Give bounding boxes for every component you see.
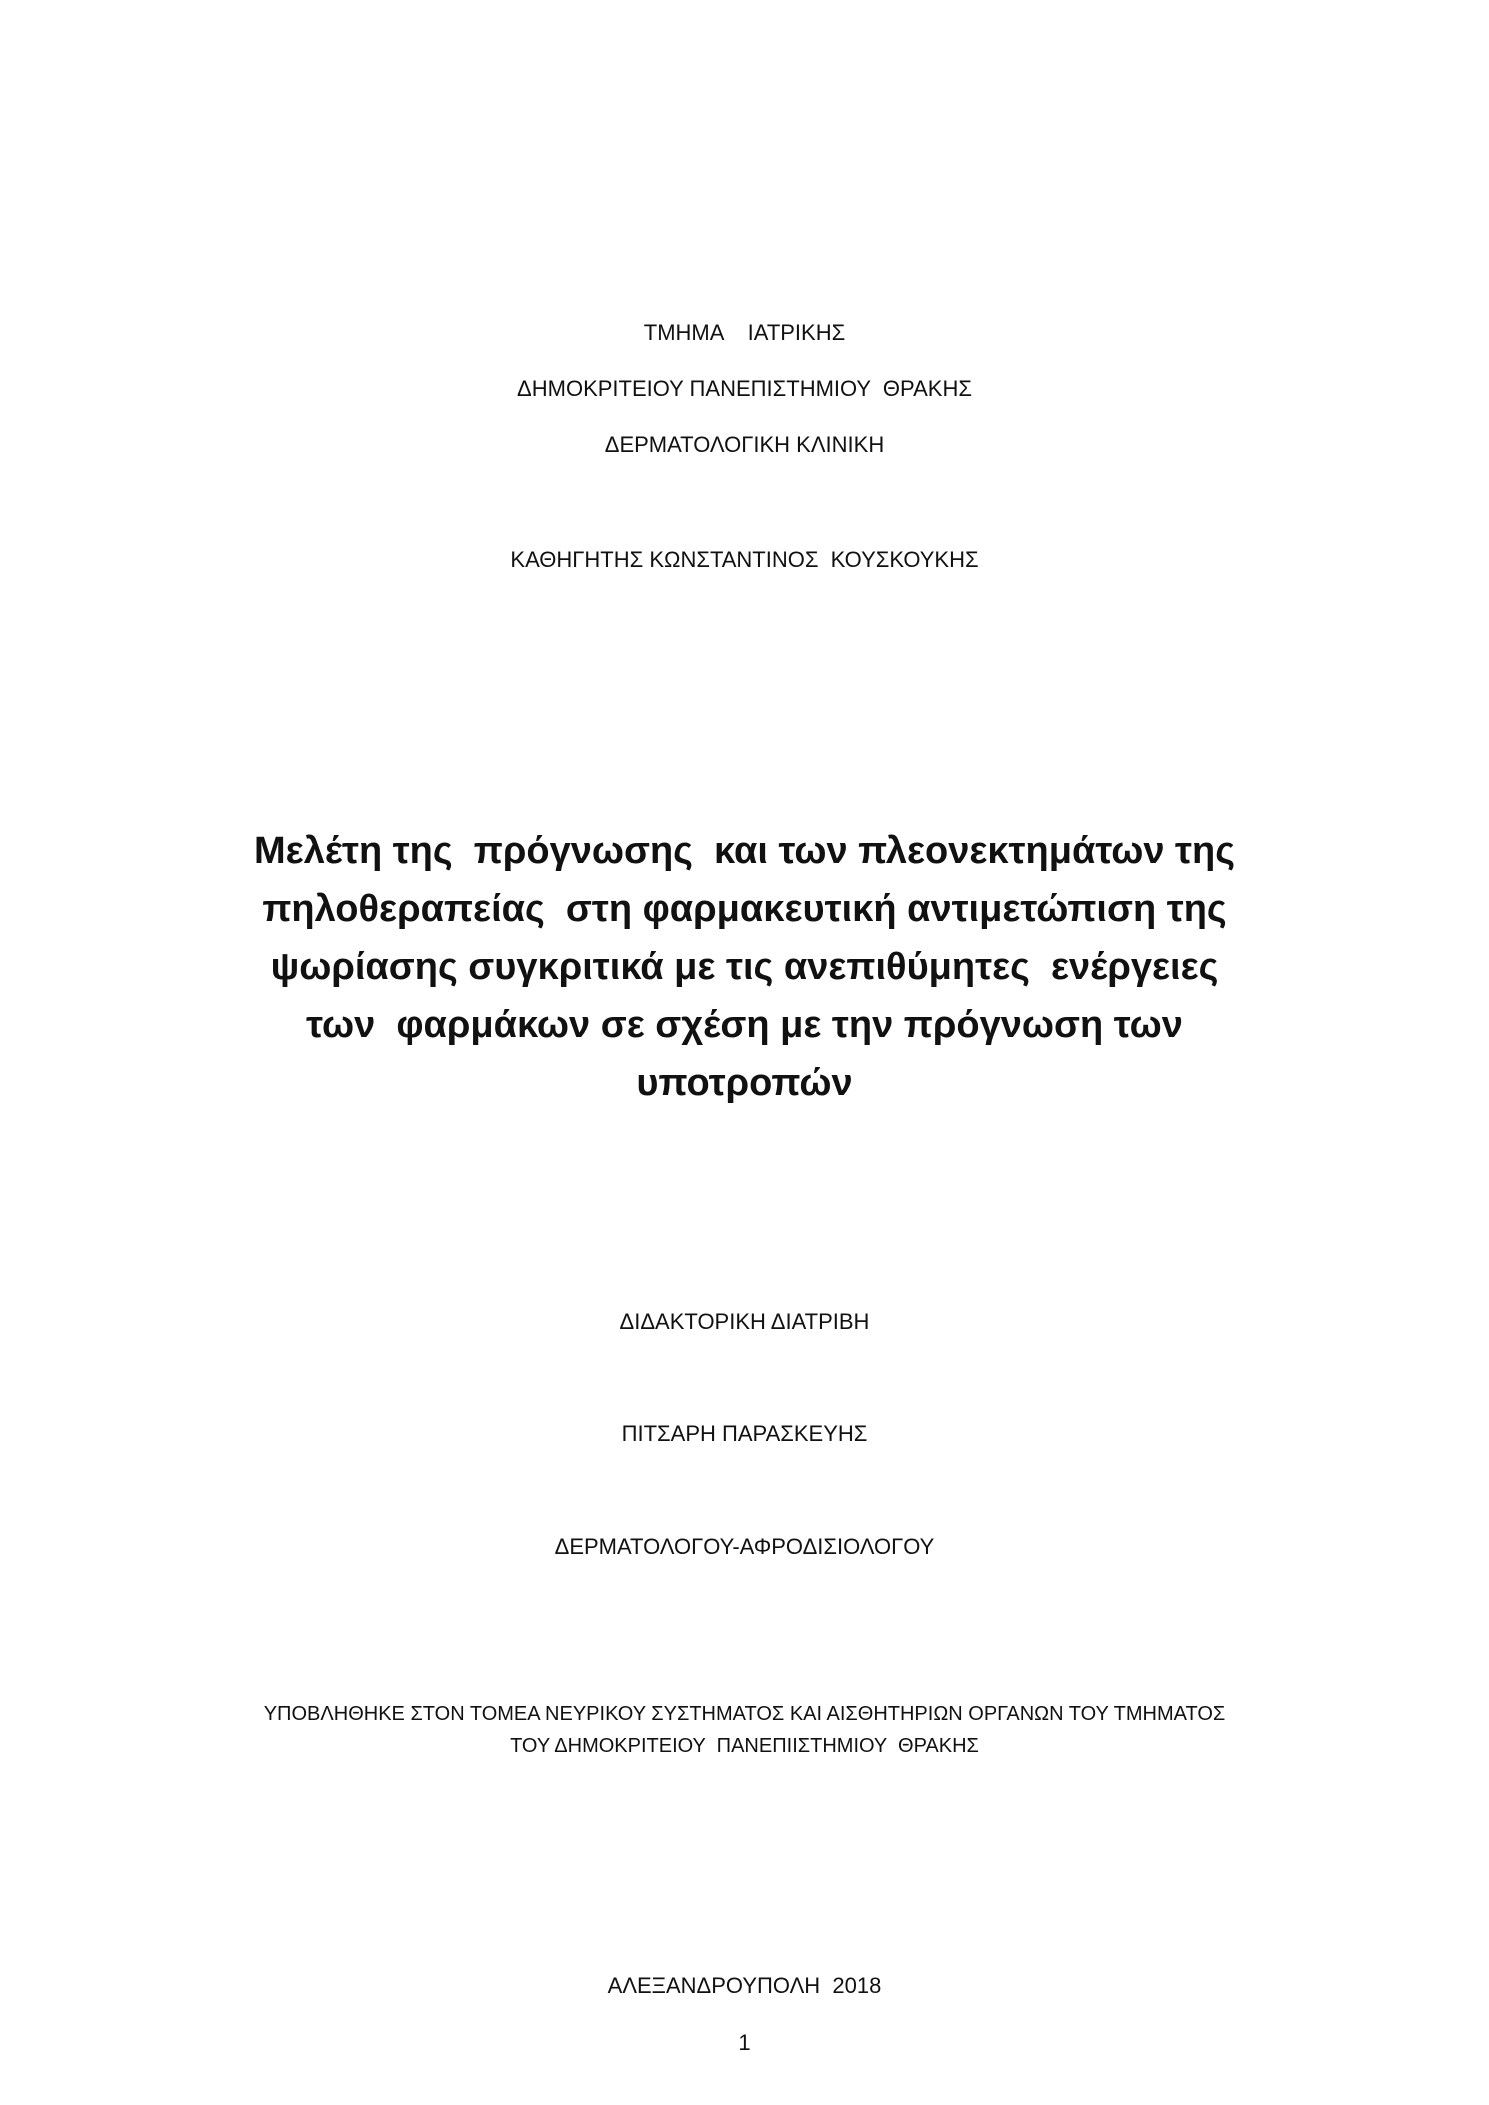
university-line: ΔΗΜΟΚΡΙΤΕΙΟΥ ΠΑΝΕΠΙΣΤΗΜΙΟΥ ΘΡΑΚΗΣ bbox=[517, 376, 972, 401]
clinic-line: ΔΕΡΜΑΤΟΛΟΓΙΚΗ ΚΛΙΝΙΚΗ bbox=[604, 432, 885, 457]
professor-line: ΚΑΘΗΓΗΤΗΣ ΚΩΝΣΤΑΝΤΙΝΟΣ ΚΟΥΣΚΟΥΚΗΣ bbox=[510, 547, 979, 572]
author-specialty: ΔΕΡΜΑΤΟΛΟΓΟΥ-ΑΦΡΟΔΙΣΙΟΛΟΓΟΥ bbox=[554, 1534, 935, 1559]
submission-line-2: ΤΟΥ ΔΗΜΟΚΡΙΤΕΙΟΥ ΠΑΝΕΠΙΙΣΤΗΜΙΟΥ ΘΡΑΚΗΣ bbox=[510, 1735, 979, 1757]
place-year: ΑΛΕΞΑΝΔΡΟΥΠΟΛΗ 2018 bbox=[607, 1973, 882, 1998]
submission-line-1: ΥΠΟΒΛΗΘΗΚΕ ΣΤΟΝ ΤΟΜΕΑ ΝΕΥΡΙΚΟΥ ΣΥΣΤΗΜΑΤΟΣ ΚΑΙ ΑΙΣΘΗΤΗΡΙΩΝ ΟΡΓΑΝΩΝ ΤΟΥ ΤΜΗΜΑΤΟΣ bbox=[263, 1703, 1226, 1725]
department-line: ΤΜΗΜΑ ΙΑΤΡΙΚΗΣ bbox=[643, 320, 846, 345]
author-name: ΠΙΤΣΑΡΗ ΠΑΡΑΣΚΕΥΗΣ bbox=[621, 1421, 868, 1446]
title-line-3: ψωρίασης συγκριτικά με τις ανεπιθύμητες ενέργειες bbox=[270, 946, 1219, 988]
title-line-1: Μελέτη της πρόγνωσης και των πλεονεκτημάτων της bbox=[254, 830, 1235, 872]
thesis-title bbox=[200, 822, 1289, 1112]
page-number: 1 bbox=[738, 2030, 751, 2055]
thesis-type: ΔΙΔΑΚΤΟΡΙΚΗ ΔΙΑΤΡΙΒΗ bbox=[619, 1309, 870, 1334]
title-line-4: των φαρμάκων σε σχέση με την πρόγνωση των bbox=[306, 1004, 1183, 1046]
title-line-2: πηλοθεραπείας στη φαρμακευτική αντιμετώπιση της bbox=[262, 888, 1227, 930]
title-line-5: υποτροπών bbox=[636, 1062, 853, 1104]
